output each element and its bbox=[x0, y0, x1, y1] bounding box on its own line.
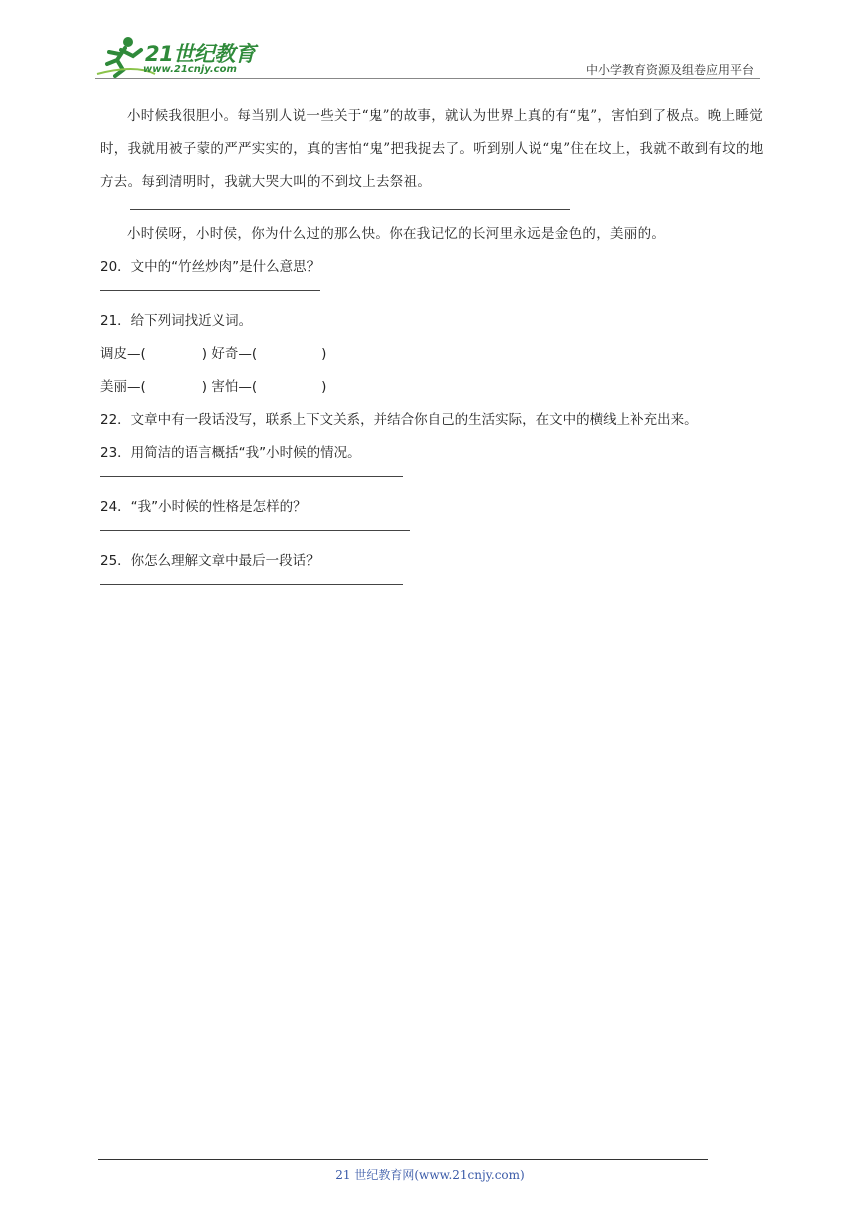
synonym-item-haoqi: ) 好奇—( bbox=[201, 346, 258, 362]
answer-line-23[interactable] bbox=[100, 476, 403, 477]
question-21-row-2 bbox=[100, 371, 765, 404]
answer-line-24[interactable] bbox=[100, 530, 410, 531]
question-23: 23．用简洁的语言概括“我”小时候的情况。 bbox=[100, 445, 361, 461]
question-21-row-1 bbox=[100, 338, 765, 371]
question-25: 25．你怎么理解文章中最后一段话？ bbox=[100, 553, 320, 569]
question-22: 22．文章中有一段话没写，联系上下文关系，并结合你自己的生活实际，在文中的横线上补充出来。 bbox=[100, 412, 698, 428]
logo-url: www.21cnjy.com bbox=[143, 64, 237, 75]
footer-text[interactable]: 21 世纪教育网(www.21cnjy.com) bbox=[335, 1168, 525, 1182]
logo-text: 21世纪教育 bbox=[145, 42, 256, 66]
answer-line-20[interactable] bbox=[100, 290, 320, 291]
synonym-item-meili: 美丽—( bbox=[100, 379, 146, 395]
question-24: 24．“我”小时候的性格是怎样的？ bbox=[100, 499, 307, 515]
answer-line-25[interactable] bbox=[100, 584, 403, 585]
platform-name: 中小学教育资源及组卷应用平台 bbox=[585, 63, 754, 77]
passage-blank-line[interactable] bbox=[130, 209, 570, 210]
passage-paragraph-1: 小时候我很胆小。每当别人说一些关于“鬼”的故事，就认为世界上真的有“鬼”，害怕到了极点。晚上睡觉时，我就用被子蒙的严严实实的，真的害怕“鬼”把我捉去了。听到别人说“鬼”住在坟上，我就不敢到有坟的地方去。每到清明时，我就大哭大叫的不到坟上去祭祖。 bbox=[100, 108, 764, 190]
question-20: 20．文中的“竹丝炒肉”是什么意思？ bbox=[100, 259, 321, 275]
synonym-item-tiaopi: 调皮—( bbox=[100, 346, 146, 362]
document-body bbox=[100, 100, 765, 599]
paren-close: ) bbox=[321, 379, 327, 395]
passage-paragraph-2: 小时侯呀，小时侯，你为什么过的那么快。你在我记忆的长河里永远是金色的，美丽的。 bbox=[127, 226, 666, 242]
header-divider bbox=[95, 78, 760, 79]
paren-close: ) bbox=[321, 346, 327, 362]
question-21: 21．给下列词找近义词。 bbox=[100, 313, 253, 329]
page-header bbox=[95, 34, 760, 80]
footer-divider bbox=[98, 1159, 708, 1160]
synonym-item-haipa: ) 害怕—( bbox=[201, 379, 258, 395]
